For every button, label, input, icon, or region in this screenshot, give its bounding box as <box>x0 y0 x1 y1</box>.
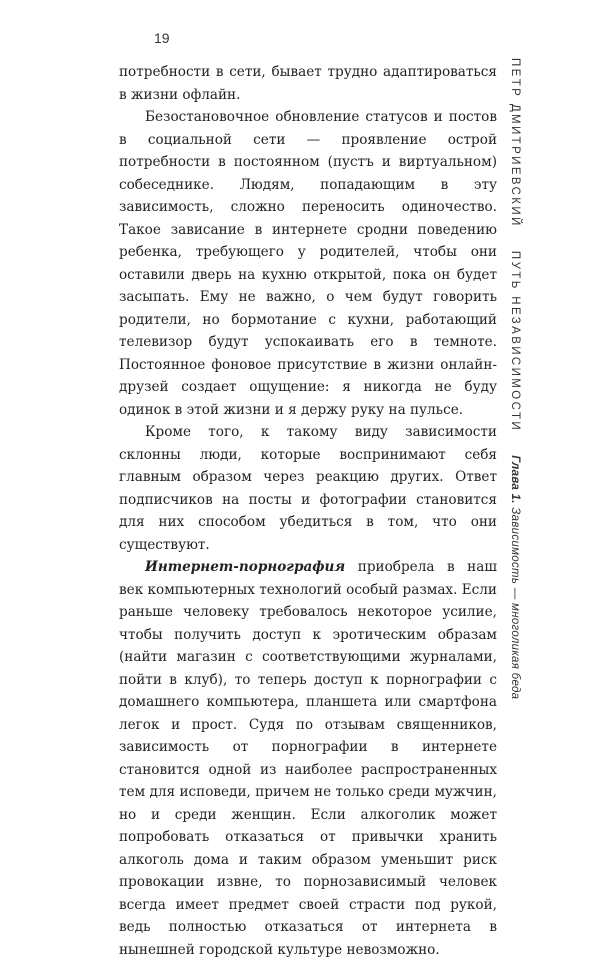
running-head-author: ПЕТР ДМИТРИЕВСКИЙ <box>509 58 521 228</box>
running-head-separator <box>509 442 521 445</box>
paragraph: Безостановочное обновление статусов и постов в социальной сети — проявление острой потребности в постоянном (пустъ и виртуальном) собеседнике. Людям, попадающим в эту зависимость, сложно переносить одиночество. Такое зависание в интернете сродни поведению ребенка, требующего у родителей, чтобы они оставили дверь на кухню открытой, пока он будет засыпать. Ему не важно, о чем будут говорить родители, но бормотание с кухни, работающий телевизор будут успокаивать его в темноте. Постоянное фоновое присутствие в жизни онлайн-друзей создает ощущение: я никогда не буду одинок в этой жизни и я держу руку на пульсе. <box>119 109 497 418</box>
chapter-number: Глава 1. <box>509 455 521 504</box>
highlighted-term: Интернет-порнография <box>145 559 346 575</box>
running-head <box>505 58 525 699</box>
paragraph <box>119 556 497 961</box>
paragraph: Кроме того, к такому виду зависимости склонны люди, которые воспринимают себя главным образом через реакцию других. Ответ подписчиков на посты и фотографии становится для них способом убедиться в том, что они существуют. <box>119 424 497 553</box>
paragraph-text: приобрела в наш век компьютерных технологий особый размах. Если раньше человеку требовалось некоторое усилие, чтобы получить доступ к эротическим образам (найти магазин с соответствующими журналами, пойти в клуб), то теперь доступ к порнографии с домашнего компьютера, планшета или смартфона легок и прост. Судя по отзывам священников, зависимость от порнографии в интернете становится одной из наиболее распространенных тем для исповеди, причем не только среди мужчин, но и среди женщин. Если алкоголик может попробовать отказаться от привычки хранить алкоголь дома и таким образом уменьшит риск провокации извне, то порнозависимый человек всегда имеет предмет своей страсти под рукой, ведь полностью отказаться от интернета в нынешней городской культуре невозможно. <box>119 559 497 958</box>
running-head-chapter <box>509 455 521 699</box>
running-head-separator <box>509 238 521 241</box>
paragraph: потребности в сети, бывает трудно адаптироваться в жизни офлайн. <box>119 64 497 103</box>
page-number: 19 <box>154 30 170 46</box>
running-head-book-title: ПУТЬ НЕЗАВИСИМОСТИ <box>509 250 521 433</box>
page-body <box>119 61 497 961</box>
chapter-title: Зависимость — многоликая беда <box>509 507 521 700</box>
